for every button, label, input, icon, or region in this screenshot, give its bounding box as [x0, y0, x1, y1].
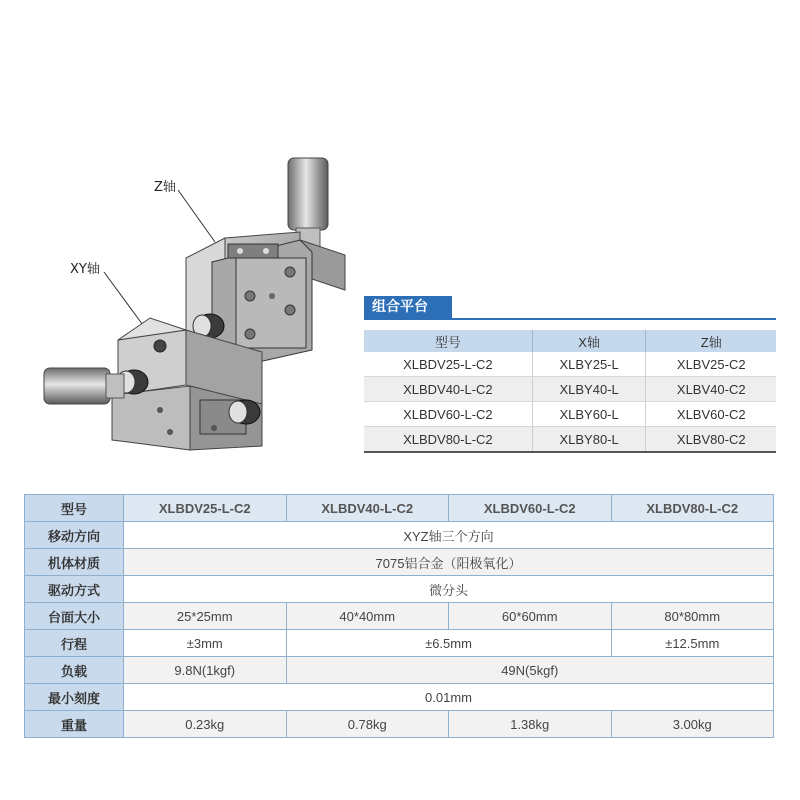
- spec-weight-1: 0.23kg: [124, 711, 287, 738]
- combo-cell: XLBY40-L: [532, 377, 646, 402]
- combo-cell: XLBY60-L: [532, 402, 646, 427]
- spec-load-1: 9.8N(1kgf): [124, 657, 287, 684]
- spec-table-size-4: 80*80mm: [611, 603, 774, 630]
- spec-label-resolution: 最小刻度: [25, 684, 124, 711]
- spec-table: [24, 494, 774, 738]
- combo-row: [364, 427, 776, 453]
- combo-title: 组合平台: [364, 296, 452, 318]
- combo-title-underline: [364, 318, 776, 320]
- combo-table: [364, 330, 776, 453]
- spec-model-2: XLBDV40-L-C2: [286, 495, 449, 522]
- combo-cell: XLBV60-C2: [646, 402, 776, 427]
- combo-cell: XLBDV60-L-C2: [364, 402, 532, 427]
- spec-direction-value: XYZ轴三个方向: [124, 522, 774, 549]
- combo-cell: XLBV25-C2: [646, 352, 776, 377]
- combo-header-x: X轴: [532, 330, 646, 352]
- combo-cell: XLBY25-L: [532, 352, 646, 377]
- z-axis-label: Z轴: [154, 180, 176, 195]
- spec-resolution-value: 0.01mm: [124, 684, 774, 711]
- spec-label-model: 型号: [25, 495, 124, 522]
- spec-travel-3: ±12.5mm: [611, 630, 774, 657]
- spec-material-value: 7075铝合金（阳极氧化）: [124, 549, 774, 576]
- spec-table-size-1: 25*25mm: [124, 603, 287, 630]
- combo-header-row: [364, 330, 776, 352]
- spec-row-weight: [25, 711, 774, 738]
- combo-header-model: 型号: [364, 330, 532, 352]
- spec-row-material: [25, 549, 774, 576]
- combo-header-z: Z轴: [646, 330, 776, 352]
- combo-cell: XLBY80-L: [532, 427, 646, 453]
- spec-row-resolution: [25, 684, 774, 711]
- spec-load-2: 49N(5kgf): [286, 657, 774, 684]
- combo-row: [364, 377, 776, 402]
- spec-row-direction: [25, 522, 774, 549]
- spec-weight-4: 3.00kg: [611, 711, 774, 738]
- combo-cell: XLBDV80-L-C2: [364, 427, 532, 453]
- xy-axis-label: XY轴: [70, 262, 100, 277]
- spec-row-load: [25, 657, 774, 684]
- spec-travel-2: ±6.5mm: [286, 630, 611, 657]
- combo-cell: XLBDV40-L-C2: [364, 377, 532, 402]
- spec-travel-1: ±3mm: [124, 630, 287, 657]
- spec-label-direction: 移动方向: [25, 522, 124, 549]
- spec-weight-3: 1.38kg: [449, 711, 612, 738]
- spec-label-material: 机体材质: [25, 549, 124, 576]
- spec-model-1: XLBDV25-L-C2: [124, 495, 287, 522]
- spec-label-weight: 重量: [25, 711, 124, 738]
- combo-cell: XLBV40-C2: [646, 377, 776, 402]
- spec-weight-2: 0.78kg: [286, 711, 449, 738]
- combo-row: [364, 352, 776, 377]
- spec-table-size-2: 40*40mm: [286, 603, 449, 630]
- combo-row: [364, 402, 776, 427]
- combo-cell: XLBV80-C2: [646, 427, 776, 453]
- spec-label-drive: 驱动方式: [25, 576, 124, 603]
- spec-drive-value: 微分头: [124, 576, 774, 603]
- spec-row-table-size: [25, 603, 774, 630]
- spec-model-3: XLBDV60-L-C2: [449, 495, 612, 522]
- spec-label-table-size: 台面大小: [25, 603, 124, 630]
- spec-row-travel: [25, 630, 774, 657]
- spec-table-size-3: 60*60mm: [449, 603, 612, 630]
- spec-model-4: XLBDV80-L-C2: [611, 495, 774, 522]
- combo-cell: XLBDV25-L-C2: [364, 352, 532, 377]
- spec-row-model: [25, 495, 774, 522]
- spec-label-travel: 行程: [25, 630, 124, 657]
- spec-label-load: 负载: [25, 657, 124, 684]
- spec-row-drive: [25, 576, 774, 603]
